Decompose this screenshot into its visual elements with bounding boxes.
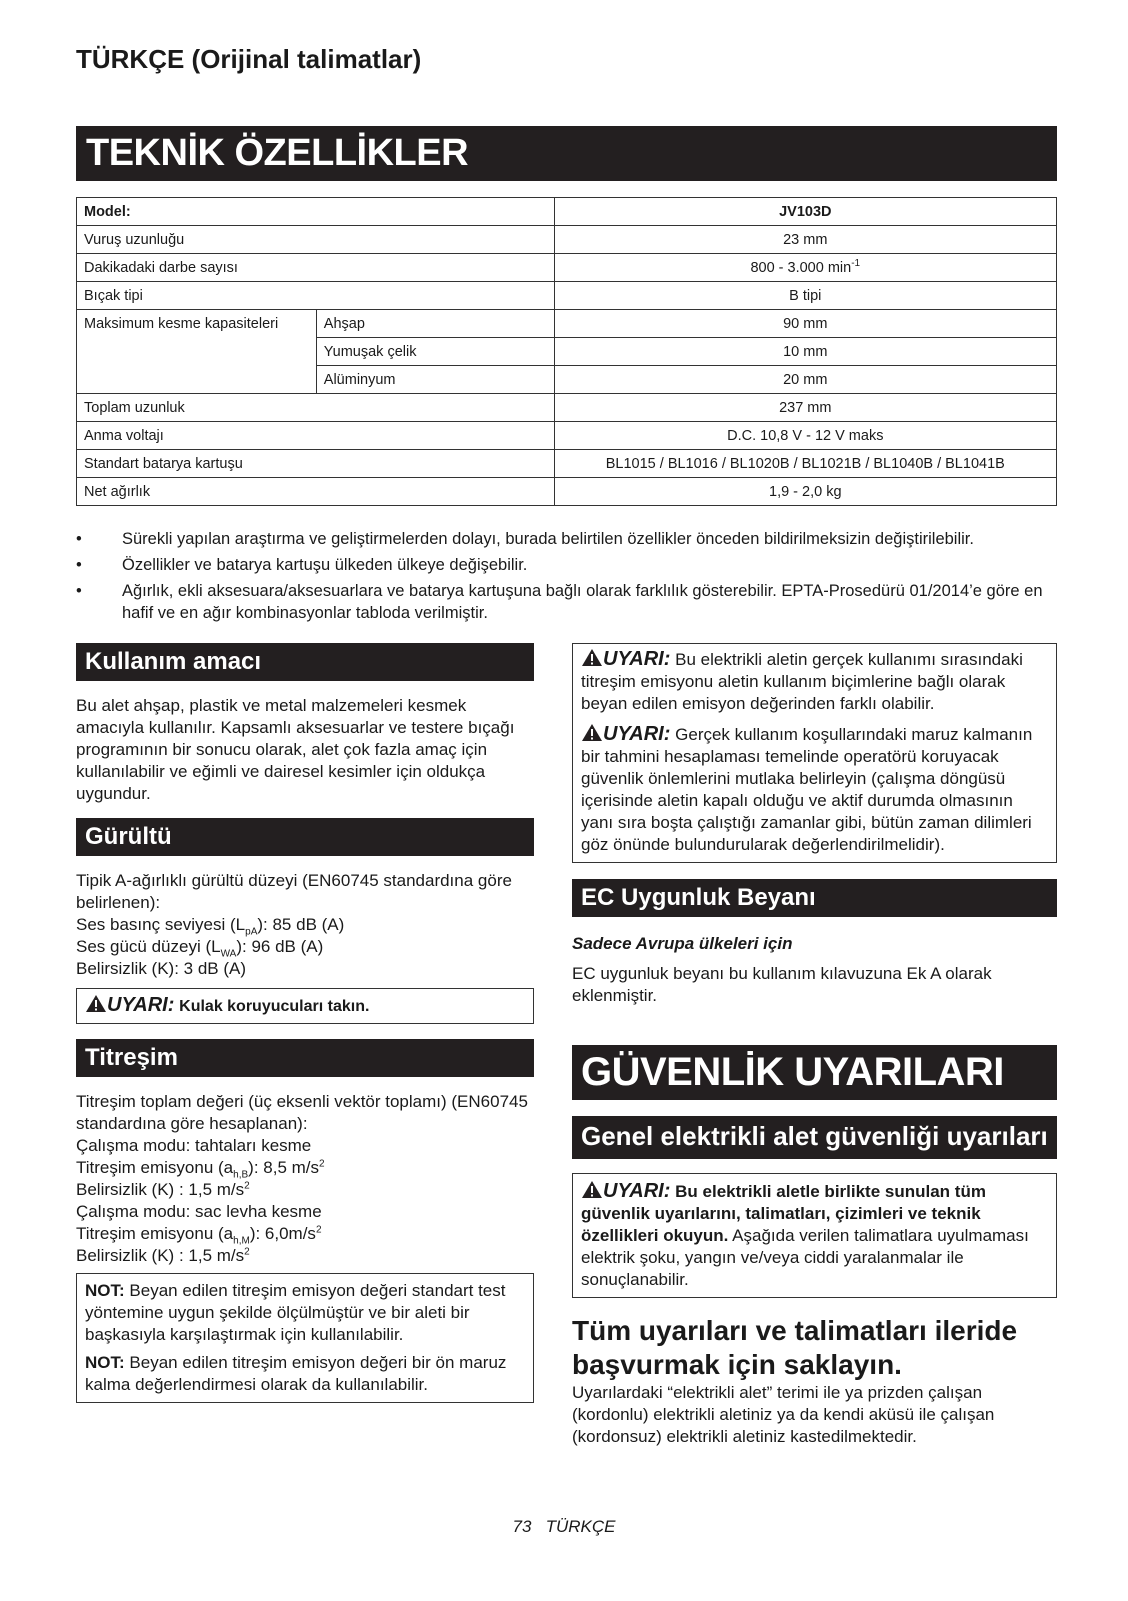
ec-text: EC uygunluk beyanı bu kullanım kılavuzuna Ek A olarak eklenmiştir. [572, 964, 992, 1005]
length-value: 237 mm [554, 394, 1056, 422]
warning-label: UYARI: [603, 648, 671, 670]
noise-warning-box [76, 988, 534, 1024]
left-column [76, 643, 534, 1403]
vibration-uncertainty-1 [76, 1179, 534, 1201]
steel-value: 10 mm [554, 338, 1056, 366]
vibration-uncertainty-1-exp: 2 [244, 1180, 250, 1192]
safety-warning-bold: Bu elektrikli aletle birlikte sunulan tüm güvenlik uyarılarını, talimatları, çizimleri ve teknik özellikleri okuyun. [581, 1182, 986, 1245]
sound-pressure-text: Ses basınç seviyesi (L [76, 915, 246, 934]
sound-power-text: Ses gücü düzeyi (L [76, 937, 221, 956]
vibration-title: Titreşim [76, 1039, 534, 1077]
table-row [77, 422, 1057, 450]
usage-title: Kullanım amacı [76, 643, 534, 681]
sound-pressure-value: ): 85 dB (A) [257, 915, 345, 934]
sound-power-value: ): 96 dB (A) [236, 937, 324, 956]
table-row [77, 282, 1057, 310]
spm-value-text: 800 - 3.000 min [750, 259, 852, 276]
table-row [77, 450, 1057, 478]
footer-language: TÜRKÇE [545, 1517, 616, 1536]
vibration-mode-2: Çalışma modu: sac levha kesme [76, 1202, 322, 1221]
table-row [77, 394, 1057, 422]
note-1 [85, 1280, 525, 1346]
warning-triangle-icon [581, 723, 603, 742]
vibration-emission-1-text: Titreşim emisyonu (a [76, 1158, 234, 1177]
warning-label: UYARI: [107, 994, 175, 1016]
save-instructions-heading: Tüm uyarıları ve talimatları ileride başvurmak için saklayın. [572, 1315, 1018, 1380]
spm-exponent: -1 [851, 257, 861, 269]
vibration-emission-2-value: ): 6,0m/s [249, 1224, 316, 1243]
spec-notes-list [76, 528, 1056, 628]
page-number: 73 [512, 1517, 532, 1536]
vibration-uncertainty-2 [76, 1245, 534, 1267]
warning-label: UYARI: [603, 1180, 671, 1202]
vibration-note-box [76, 1273, 534, 1403]
safety-subtitle: Genel elektrikli alet güvenliği uyarıları [572, 1116, 1057, 1159]
table-row [77, 198, 1057, 226]
list-item: • Özellikler ve batarya kartuşu ülkeden ülkeye değişebilir. [76, 554, 1056, 576]
weight-label: Net ağırlık [77, 478, 555, 506]
model-label: Model: [77, 198, 555, 226]
length-label: Toplam uzunluk [77, 394, 555, 422]
ec-title: EC Uygunluk Beyanı [572, 879, 1057, 917]
save-instructions-text: Uyarılardaki “elektrikli alet” terimi ile ya prizden çalışan (kordonlu) elektrikli aletiniz ya da kendi aküsü ile çalışan (kordonsuz) elektrikli aletiniz kastedilmektedir. [572, 1383, 995, 1446]
page-language-header: TÜRKÇE (Orijinal talimatlar) [76, 44, 422, 74]
warning-label: UYARI: [603, 723, 671, 745]
aluminium-label: Alüminyum [316, 366, 554, 394]
safety-warning-box [572, 1173, 1057, 1298]
voltage-value: D.C. 10,8 V - 12 V maks [554, 422, 1056, 450]
vibration-mode-1: Çalışma modu: tahtaları kesme [76, 1136, 312, 1155]
vibration-warning-2-text: Gerçek kullanım koşullarındaki maruz kalmanın bir tahmini hesaplaması temelinde operatörü koruyacak güvenlik önlemlerini mutlaka belirleyin (çalışma döngüsü içerisinde aletin kapalı olduğu ve aktif durumda olmasının yanı sıra boşta çalıştığı zamanlar gibi, bütün zaman dilimleri göz önünde bulundurularak değerlendirilmelidir). [581, 725, 1033, 854]
capacity-label: Maksimum kesme kapasiteleri [77, 310, 317, 394]
stroke-label: Vuruş uzunluğu [77, 226, 555, 254]
voltage-label: Anma voltajı [77, 422, 555, 450]
sound-power [76, 936, 534, 958]
warning-triangle-icon [581, 1180, 603, 1199]
blade-value: B tipi [554, 282, 1056, 310]
table-row [77, 478, 1057, 506]
sound-power-sub: WA [220, 948, 237, 960]
ec-subtitle: Sadece Avrupa ülkeleri için [572, 934, 793, 953]
wood-label: Ahşap [316, 310, 554, 338]
list-item: • Sürekli yapılan araştırma ve geliştirmelerden dolayı, burada belirtilen özellikler önceden bildirilmeksizin değiştirilebilir. [76, 528, 1056, 550]
vibration-warning-1 [581, 648, 1048, 715]
spm-value [554, 254, 1056, 282]
noise-warning-text: Kulak koruyucuları takın. [179, 998, 370, 1015]
vibration-emission-2 [76, 1223, 534, 1245]
note-1-text: Beyan edilen titreşim emisyon değeri standart test yöntemine uygun şekilde ölçülmüştür ve bir aleti bir başkasıyla karşılaştırmak için kullanılabilir. [85, 1281, 506, 1344]
page-footer [0, 1517, 1128, 1537]
battery-value: BL1015 / BL1016 / BL1020B / BL1021B / BL1040B / BL1041B [554, 450, 1056, 478]
safety-warning [581, 1180, 1048, 1291]
specs-table [76, 197, 1057, 506]
vibration-uncertainty-1-text: Belirsizlik (K) : 1,5 m/s [76, 1180, 245, 1199]
sound-pressure [76, 914, 534, 936]
list-item: • Ağırlık, ekli aksesuara/aksesuarlara ve batarya kartuşuna bağlı olarak farklılık gösterebilir. EPTA-Prosedürü 01/2014’e göre en hafif ve en ağır kombinasyonlar tabloda verilmiştir. [76, 580, 1056, 624]
vibration-uncertainty-2-text: Belirsizlik (K) : 1,5 m/s [76, 1246, 245, 1265]
noise-intro: Tipik A-ağırlıklı gürültü düzeyi (EN60745 standardına göre belirlenen): [76, 871, 512, 912]
stroke-value: 23 mm [554, 226, 1056, 254]
warning-triangle-icon [85, 994, 107, 1013]
blade-label: Bıçak tipi [77, 282, 555, 310]
safety-title: GÜVENLİK UYARILARI [572, 1045, 1057, 1100]
steel-label: Yumuşak çelik [316, 338, 554, 366]
weight-value: 1,9 - 2,0 kg [554, 478, 1056, 506]
table-row [77, 254, 1057, 282]
safety-warning-text: Aşağıda verilen talimatlara uyulmaması elektrik şoku, yangın ve/veya ciddi yaralanmalar ile sonuçlanabilir. [581, 1226, 1029, 1289]
aluminium-value: 20 mm [554, 366, 1056, 394]
specs-title: TEKNİK ÖZELLİKLER [76, 126, 1057, 181]
vibration-emission-2-sub: h,M [233, 1235, 250, 1247]
vibration-warning-box [572, 643, 1057, 863]
noise-uncertainty: Belirsizlik (K): 3 dB (A) [76, 959, 247, 978]
usage-text: Bu alet ahşap, plastik ve metal malzemeleri kesmek amacıyla kullanılır. Kapsamlı aksesuarlar ve testere bıçağı programının bir sonucu olarak, alet çok fazla amaç için kullanılabilir ve eğimli ve dairesel kesimler için oldukça uygundur. [76, 696, 515, 803]
model-value: JV103D [554, 198, 1056, 226]
vibration-warning-1-text: Bu elektrikli aletin gerçek kullanımı sırasındaki titreşim emisyonu aletin kullanım biçimlerine bağlı olarak beyan edilen emisyon değerinden farklı olabilir. [581, 650, 1023, 713]
vibration-emission-1 [76, 1157, 534, 1179]
vibration-uncertainty-2-exp: 2 [244, 1246, 250, 1258]
table-row [77, 226, 1057, 254]
vibration-emission-1-exp: 2 [319, 1158, 325, 1170]
vibration-warning-2 [581, 723, 1048, 856]
wood-value: 90 mm [554, 310, 1056, 338]
vibration-intro: Titreşim toplam değeri (üç eksenli vektör toplamı) (EN60745 standardına göre hesaplanan): [76, 1092, 528, 1133]
note-2-text: Beyan edilen titreşim emisyon değeri bir ön maruz kalma değerlendirmesi olarak da kullanılabilir. [85, 1353, 507, 1394]
vibration-emission-1-sub: h,B [233, 1169, 249, 1181]
vibration-emission-2-exp: 2 [315, 1224, 322, 1236]
note-2 [85, 1352, 525, 1396]
right-column [572, 643, 1057, 1448]
note-label: NOT: [85, 1281, 125, 1300]
vibration-emission-2-text: Titreşim emisyonu (a [76, 1224, 234, 1243]
noise-title: Gürültü [76, 818, 534, 856]
sound-pressure-sub: pA [245, 926, 258, 938]
warning-triangle-icon [581, 648, 603, 667]
table-row [77, 310, 1057, 338]
battery-label: Standart batarya kartuşu [77, 450, 555, 478]
note-label: NOT: [85, 1353, 125, 1372]
spm-label: Dakikadaki darbe sayısı [77, 254, 555, 282]
vibration-emission-1-value: ): 8,5 m/s [248, 1158, 320, 1177]
